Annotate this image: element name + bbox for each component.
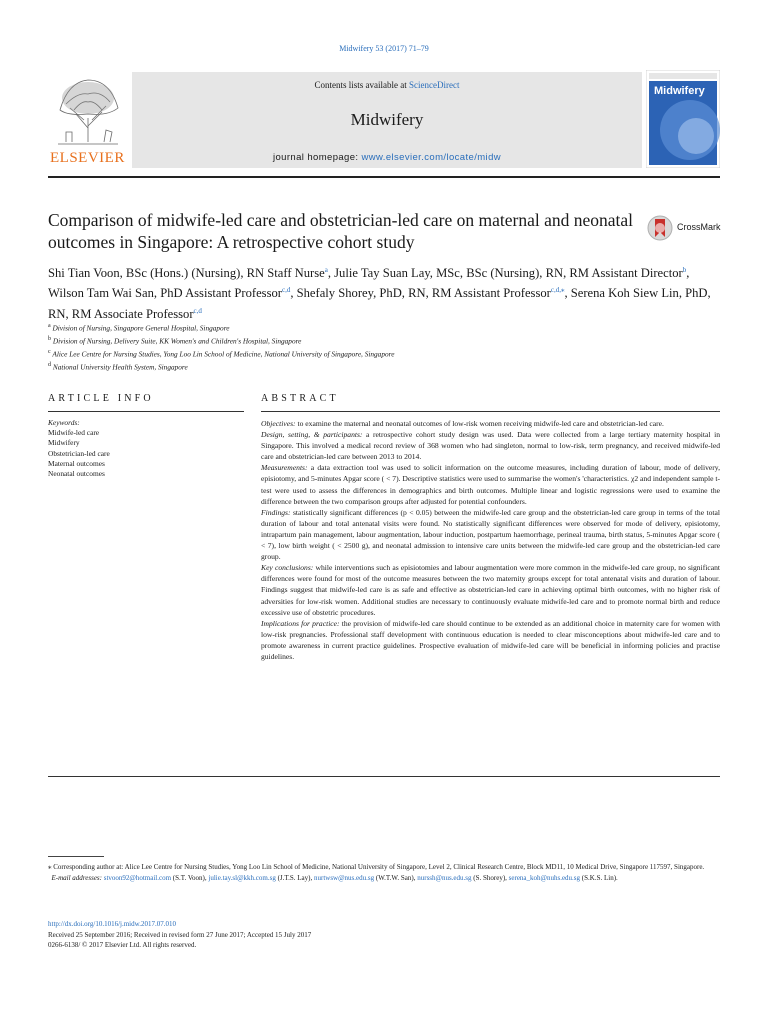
keyword-item: Neonatal outcomes <box>48 469 105 479</box>
keywords-block <box>48 418 244 479</box>
journal-reference[interactable]: Midwifery 53 (2017) 71–79 <box>339 44 429 53</box>
author: Serena Koh Siew Lin, PhD, RN, RM Associate Professor$^{c,d}$ <box>48 286 711 321</box>
contents-line <box>132 80 642 90</box>
email-label: E-mail addresses: <box>51 873 102 882</box>
author-affil-ref[interactable]: c,d,⁎ <box>550 286 565 295</box>
affiliation-item: $^d$ National University Health System, Singapore <box>48 361 188 372</box>
email-link[interactable]: serena_koh@nuhs.edu.sg <box>508 873 581 882</box>
author-affil-ref[interactable]: c,d <box>193 306 202 315</box>
keyword-item: Obstetrician-led care <box>48 448 110 458</box>
author-affil-ref[interactable]: a <box>324 266 328 274</box>
author-affil-ref[interactable]: c,d <box>281 286 291 295</box>
article-title: Comparison of midwife-led care and obstetrician-led care on maternal and neonatal outcomes in Singapore: A retrospective cohort study <box>48 210 634 252</box>
journal-name: Midwifery <box>350 110 424 129</box>
keywords-label: Keywords: <box>48 418 80 427</box>
author: Wilson Tam Wai San, PhD Assistant Professor$^{c,d}$, <box>48 286 297 301</box>
crossmark-icon <box>646 213 674 243</box>
crossmark-label: CrossMark <box>677 222 721 232</box>
affiliation-item: $^b$ Division of Nursing, Delivery Suite, KK Women's and Children's Hospital, Singapore <box>48 335 302 346</box>
affiliation-item: $^c$ Alice Lee Centre for Nursing Studies, Yong Loo Lin School of Medicine, National University of Singapore, Singapore <box>48 348 395 359</box>
author: Julie Tay Suan Lay, MSc, BSc (Nursing), RN, RM Assistant Director$^b$, <box>334 266 690 281</box>
keyword-item: Maternal outcomes <box>48 458 105 468</box>
affiliation-list <box>48 321 720 373</box>
article-info-heading: ARTICLE INFO <box>48 393 154 404</box>
abstract-paragraph: Objectives: to examine the maternal and neonatal outcomes of low-risk women receiving midwife-led care and obstetrician-led care. <box>261 419 664 428</box>
author: Shi Tian Voon, BSc (Hons.) (Nursing), RN Staff Nurse$^a$, <box>48 266 335 281</box>
abstract-body <box>261 418 720 662</box>
homepage-link[interactable]: www.elsevier.com/locate/midw <box>361 152 502 163</box>
abstract-paragraph: Findings: statistically significant differences (p < 0.05) between the midwife-led care group and the obstetrician-led care group in terms of the total duration of labour and total antenatal visits were found. No statistically significant differences were observed for mode of delivery, episiotomy, intrapartum pain management, labour augmentation, labour induction, postpartum haemorrhage, perineal trauma, birth status, 5-minutes Apgar score ( < 7), low birth weight ( < 2500 g), and neonatal admission to intensive care units between the midwife-led care group and the obstetrician-led care group. <box>261 507 720 562</box>
author-affil-ref[interactable]: b <box>682 266 687 274</box>
journal-banner-center <box>132 72 642 168</box>
article-info-column <box>48 393 244 479</box>
keyword-item: Midwife-led care <box>48 428 100 438</box>
banner-divider <box>48 176 720 178</box>
article-info-rule <box>48 411 244 412</box>
abstract-paragraph: Implications for practice: the provision of midwife-led care should continue to be extended as an additional choice in maternity care for women with low-risk pregnancies. Professional staff development with continuous education is needed to clear misconceptions about midwife-led care and to promote awareness in current practice guidelines. Prospective evaluation of midwife-led care will be beneficial in informing policies and practise guidelines. <box>261 618 720 661</box>
doi-link[interactable]: http://dx.doi.org/10.1016/j.midw.2017.07.010 <box>48 920 176 928</box>
author: Shefaly Shorey, PhD, RN, RM Assistant Professor$^{c,d,⁎}$, <box>296 286 571 301</box>
received-dates: Received 25 September 2016; Received in revised form 27 June 2017; Accepted 15 July 2017 <box>48 930 312 939</box>
author-list <box>48 262 720 323</box>
footnotes <box>48 862 720 883</box>
homepage-prefix: journal homepage: <box>272 152 362 163</box>
journal-banner <box>48 70 720 172</box>
abstract-paragraph: Key conclusions: while interventions such as episiotomies and labour augmentation were more common in the midwife-led care group, no significant differences were found for most of the outcome measures between the two maternity groups except for total antenatal visits and duration of labour. Findings suggest that midwife-led care is as safe and effective as obstetrician-led care in achieving optimal birth outcomes, with no higher risk of adversities for low-risk women. Additional studies are necessary to continuously evaluate midwife-led care and to promote normal birth and reduce excessive use of obstetric procedures. <box>261 563 720 617</box>
abstract-heading: ABSTRACT <box>261 393 339 404</box>
article-history <box>48 919 720 951</box>
abstract-paragraph: Design, setting, & participants: a retrospective cohort study design was used. Data were collected from a large tertiary maternity hospital in Singapore. This involved a medical record review of 368 women who had singleton, normal to low-risk, term pregnancy, and received midwife-led care and obstetrician-led care between 2013 to 2014. <box>261 430 720 462</box>
email-link[interactable]: nurtwsw@nus.edu.sg <box>314 873 375 882</box>
email-link[interactable]: nurssh@nus.edu.sg <box>417 873 472 882</box>
sciencedirect-link[interactable]: ScienceDirect <box>409 80 460 90</box>
abstract-paragraph: Measurements: a data extraction tool was used to solicit information on the outcome measures, including duration of labour, mode of delivery, episiotomy, and 5-minutes Apgar score ( < 7). Descriptive statistics were used to summarise the women's 'characteristics. χ2 and independent sample t-test were used to assess the differences in demographics and birth outcomes. Multiple linear and logistic regressions were used to examine the difference between the two comparison groups after adjusted for potential confounders. <box>261 463 720 506</box>
cover-title: Midwifery <box>654 85 705 97</box>
contents-prefix: Contents lists available at <box>314 80 409 90</box>
abstract-column <box>261 393 720 662</box>
keyword-item: Midwifery <box>48 438 80 448</box>
email-link[interactable]: stvoon92@hotmail.com <box>103 873 172 882</box>
corresponding-author-note: ⁎ Corresponding author at: Alice Lee Centre for Nursing Studies, Yong Loo Lin School of Medicine, National University of Singapore, Level 2, Clinical Research Centre, Block MD11, 10 Medical Drive, Singapore 117597, Singapore. <box>48 863 705 871</box>
abstract-bottom-rule <box>48 776 720 777</box>
footnote-rule <box>48 856 104 857</box>
affiliation-item: $^a$ Division of Nursing, Singapore General Hospital, Singapore <box>48 323 230 333</box>
homepage-line <box>132 152 642 163</box>
elsevier-wordmark: ELSEVIER <box>50 150 125 166</box>
copyright-line: 0266-6138/ © 2017 Elsevier Ltd. All rights reserved. <box>48 941 197 949</box>
email-addresses: E-mail addresses: stvoon92@hotmail.com (S.T. Voon), julie.tay.sl@kkh.com.sg (J.T.S. Lay), nurtwsw@nus.edu.sg (W.T.W. San), nurssh@nus.edu.sg (S. Shorey), serena_koh@nuhs.edu.sg (S.K.S. Lin). <box>51 873 618 882</box>
crossmark-badge[interactable] <box>646 213 726 243</box>
email-link[interactable]: julie.tay.sl@kkh.com.sg <box>208 873 276 882</box>
abstract-rule <box>261 411 720 412</box>
journal-cover-thumbnail[interactable] <box>646 70 720 168</box>
